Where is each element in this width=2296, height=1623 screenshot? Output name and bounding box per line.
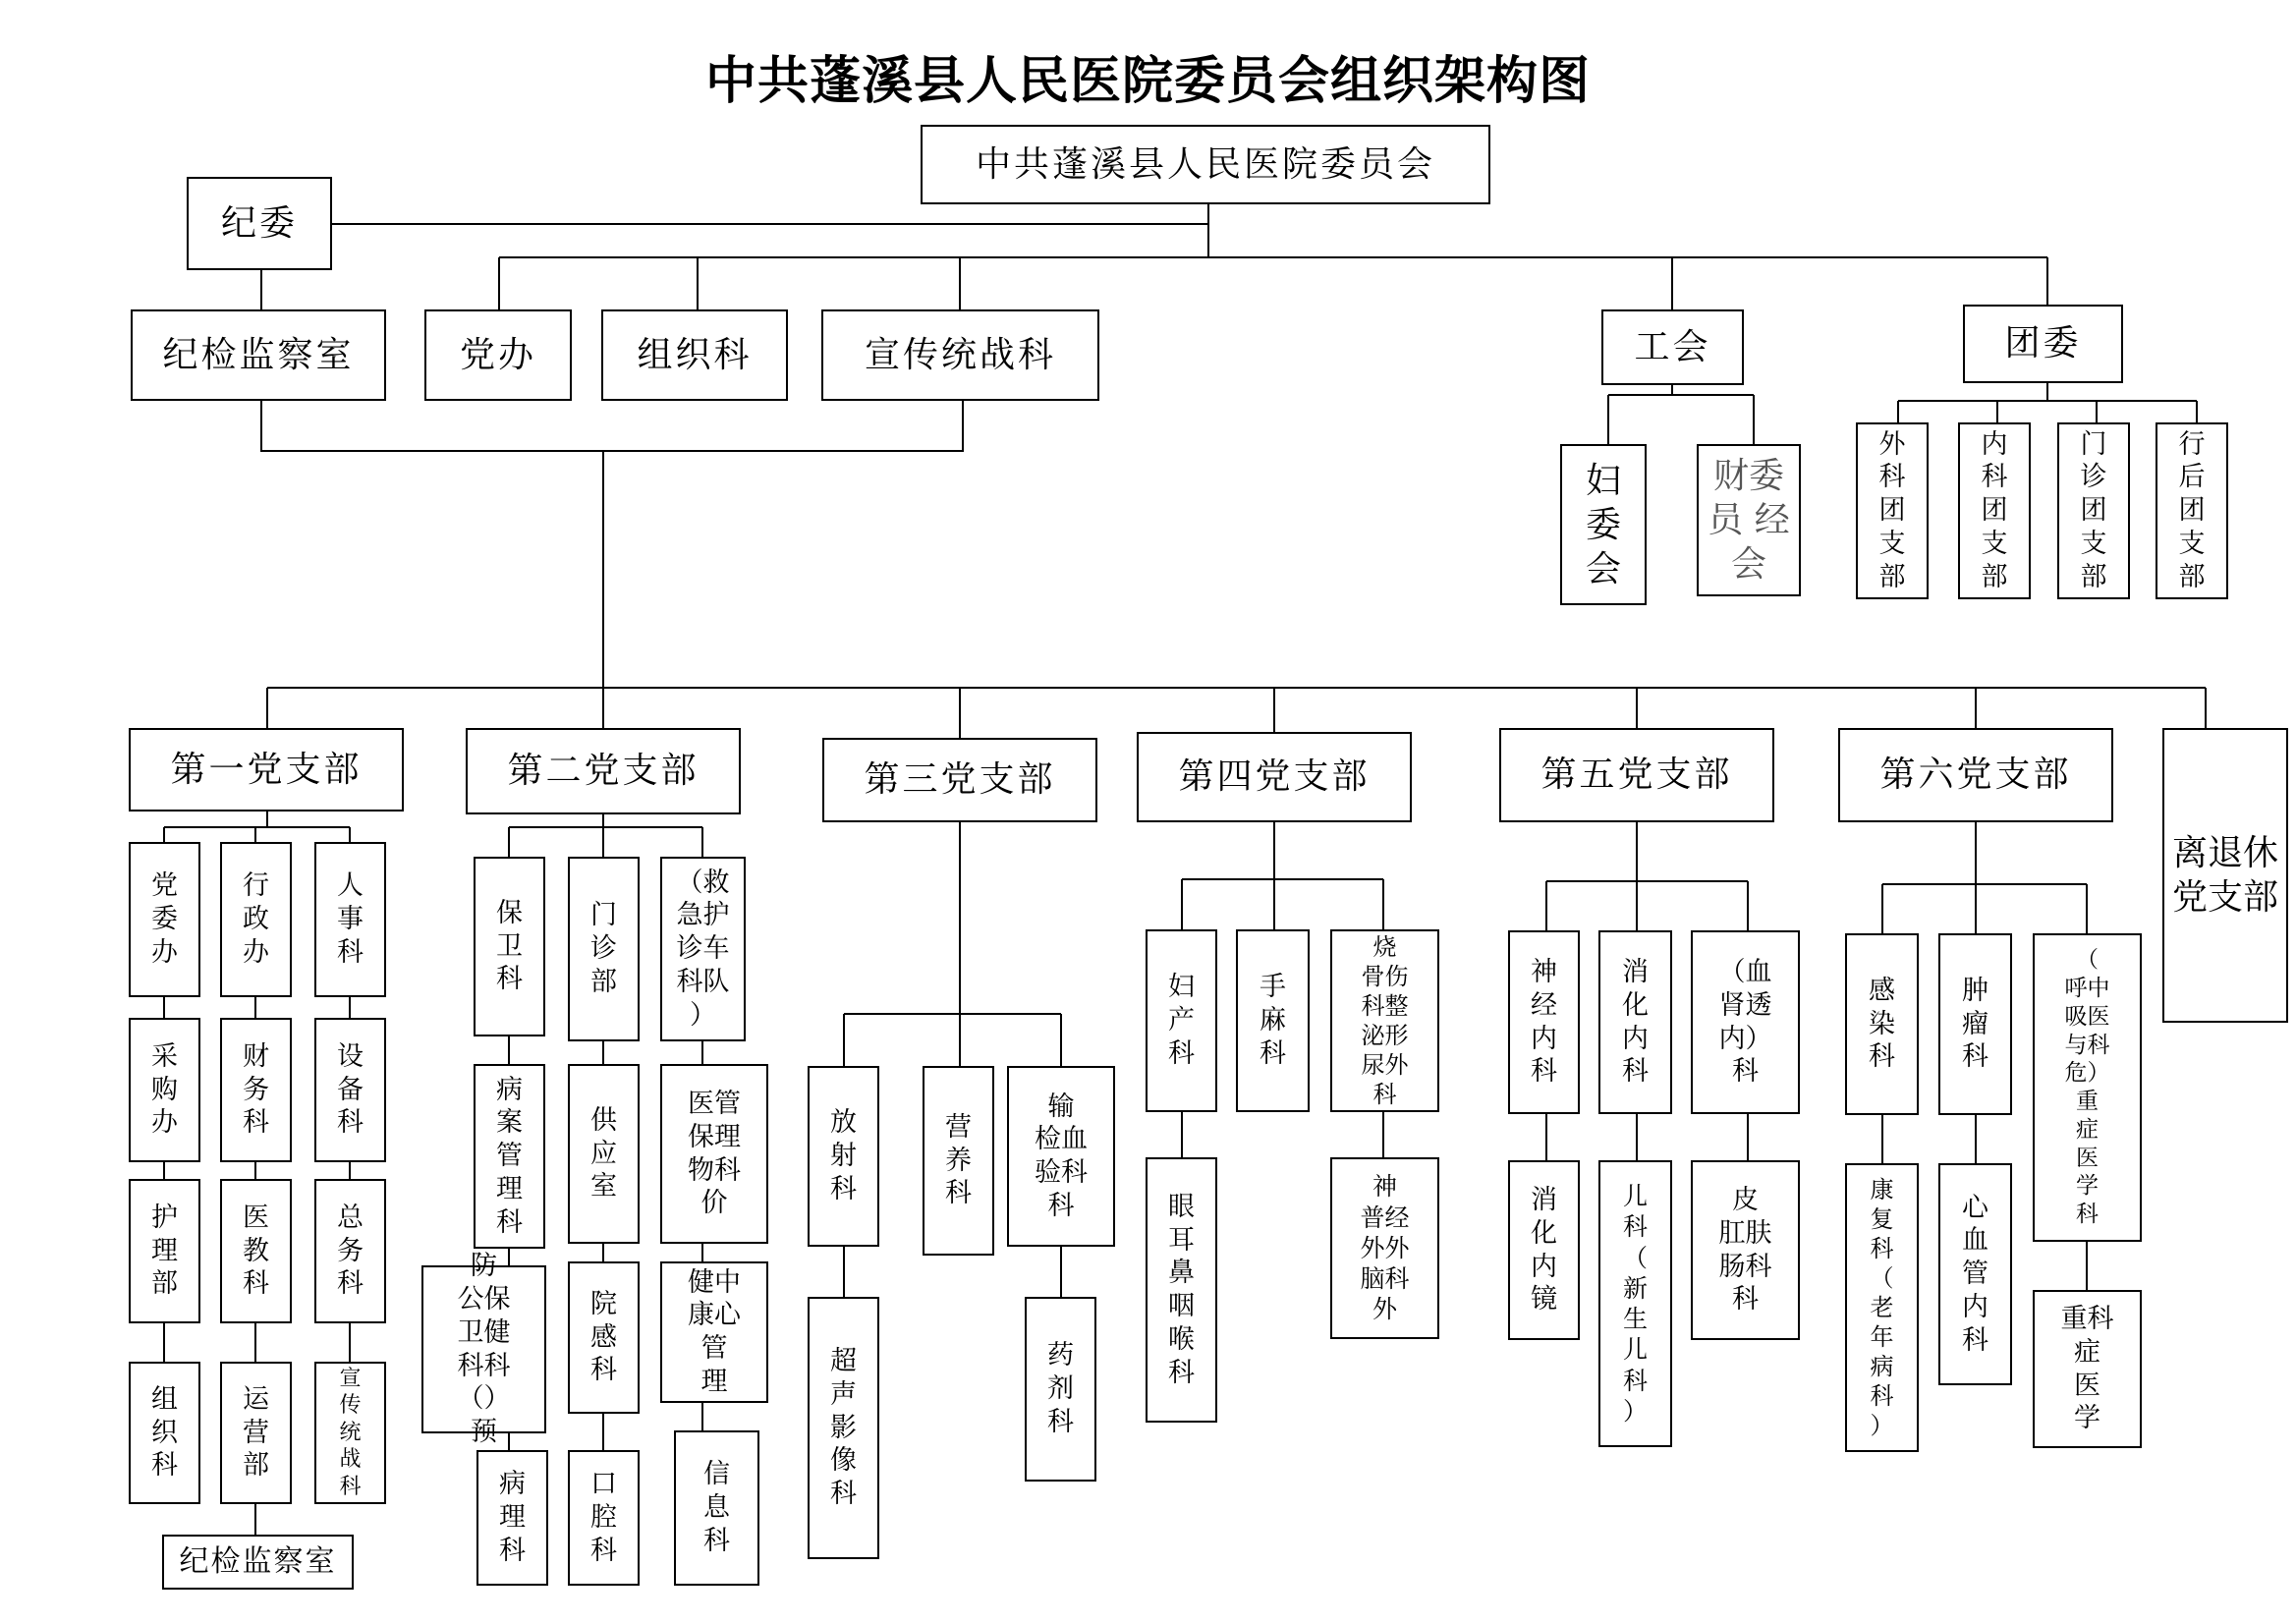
- dept-records: 病 案 管 理 科: [474, 1064, 545, 1249]
- dept-burns-orthopedics: 烧 骨伤 科整 泌形 尿外 科: [1330, 929, 1439, 1112]
- dept-emergency: （救 急护 诊车 科队 ）: [660, 857, 746, 1041]
- branch-3-box: 第三党支部: [822, 738, 1097, 822]
- dept-respiratory-icu: （ 呼中 吸医 与科 危） 重 症 医 学 科: [2033, 933, 2142, 1242]
- dept-information: 信 息 科: [674, 1430, 759, 1586]
- dept-personnel: 人 事 科: [314, 842, 386, 997]
- discipline-committee-box: 纪委: [187, 177, 332, 270]
- dept-oncology: 肿 瘤 科: [1938, 933, 2012, 1115]
- dept-gastroenterology: 消 化 内 科: [1598, 930, 1672, 1114]
- union-box: 工会: [1601, 309, 1744, 385]
- dept-nutrition: 营 养 科: [923, 1066, 994, 1256]
- dept-propaganda: 宣 传 统 战 科: [314, 1362, 386, 1504]
- youth-league-box: 团委: [1963, 305, 2123, 383]
- dept-radiology: 放 射 科: [808, 1066, 879, 1247]
- dept-finance: 财 务 科: [220, 1018, 292, 1162]
- dept-organization: 组 织 科: [129, 1362, 200, 1504]
- youth-branch-outpatient: 门 诊 团 支 部: [2057, 422, 2130, 599]
- branch-4-box: 第四党支部: [1137, 732, 1412, 822]
- youth-branch-logistics: 行 后 团 支 部: [2156, 422, 2228, 599]
- dept-prevention: 防 公保 卫健 科科 （） 预: [421, 1265, 546, 1433]
- youth-branch-internal: 内 科 团 支 部: [1958, 422, 2031, 599]
- chart-title: 中共蓬溪县人民医院委员会组织架构图: [704, 51, 1591, 111]
- finance-committee-box: 财委 员 经会: [1697, 444, 1801, 596]
- dept-insurance-pricing: 医管 保理 物科 价: [660, 1064, 768, 1244]
- dept-admin-office: 行 政 办: [220, 842, 292, 997]
- dept-anesthesia: 手 麻 科: [1236, 929, 1310, 1112]
- dept-ent: 眼 耳 鼻 咽 喉 科: [1146, 1157, 1217, 1423]
- branch-2-box: 第二党支部: [466, 728, 741, 814]
- dept-pathology: 病 理 科: [476, 1450, 548, 1586]
- dept-medical-education: 医 教 科: [220, 1179, 292, 1323]
- branch-6-box: 第六党支部: [1838, 728, 2113, 822]
- dept-general-affairs: 总 务 科: [314, 1179, 386, 1323]
- dept-rehabilitation: 康 复 科 （ 老 年 病 科 ）: [1845, 1163, 1919, 1452]
- dept-operations: 运 营 部: [220, 1362, 292, 1504]
- branch-5-box: 第五党支部: [1499, 728, 1774, 822]
- dept-ultrasound: 超 声 影 像 科: [808, 1297, 879, 1559]
- dept-neurology: 神 经 内 科: [1508, 930, 1580, 1114]
- dept-outpatient: 门 诊 部: [568, 857, 640, 1041]
- dept-dermatology-anorectal: 皮 肛肤 肠科 科: [1691, 1160, 1800, 1340]
- dept-security: 保 卫 科: [474, 857, 545, 1036]
- dept-purchasing: 采 购 办: [129, 1018, 200, 1162]
- dept-party-office: 党 委 办: [129, 842, 200, 997]
- dept-cardiology: 心 血 管 内 科: [1938, 1163, 2012, 1385]
- dept-obstetrics: 妇 产 科: [1146, 929, 1217, 1112]
- dept-transfusion-lab: 输 检血 验科 科: [1007, 1066, 1115, 1247]
- branch-1-box: 第一党支部: [129, 728, 404, 812]
- dept-nephrology: （血 肾透 内） 科: [1691, 930, 1800, 1114]
- dept-supply: 供 应 室: [568, 1064, 640, 1244]
- party-office-box: 党办: [424, 309, 572, 401]
- party-committee-box: 中共蓬溪县人民医院委员会: [921, 125, 1490, 204]
- retired-branch-box: 离退休党支部: [2162, 728, 2288, 1023]
- youth-branch-surgery: 外 科 团 支 部: [1856, 422, 1929, 599]
- dept-inspection-office-b1: 纪检监察室: [162, 1535, 354, 1590]
- dept-equipment: 设 备 科: [314, 1018, 386, 1162]
- propaganda-dept-box: 宣传统战科: [821, 309, 1099, 401]
- dept-pharmacy: 药 剂 科: [1025, 1297, 1096, 1482]
- organization-dept-box: 组织科: [601, 309, 788, 401]
- dept-infectious-disease: 感 染 科: [1845, 933, 1919, 1115]
- dept-endoscopy: 消 化 内 镜: [1508, 1160, 1580, 1340]
- women-committee-box: 妇 委 会: [1560, 444, 1647, 605]
- dept-critical-care: 重科 症 医 学: [2033, 1290, 2142, 1448]
- dept-infection-control: 院 感 科: [568, 1261, 640, 1414]
- dept-health-management: 健中 康心 管 理: [660, 1261, 768, 1403]
- dept-pediatrics: 儿 科 （ 新 生 儿 科 ）: [1598, 1160, 1672, 1447]
- inspection-office-box: 纪检监察室: [131, 309, 386, 401]
- dept-stomatology: 口 腔 科: [568, 1450, 640, 1586]
- dept-nursing: 护 理 部: [129, 1179, 200, 1323]
- dept-neurosurgery: 神 普经 外外 脑科 外: [1330, 1157, 1439, 1339]
